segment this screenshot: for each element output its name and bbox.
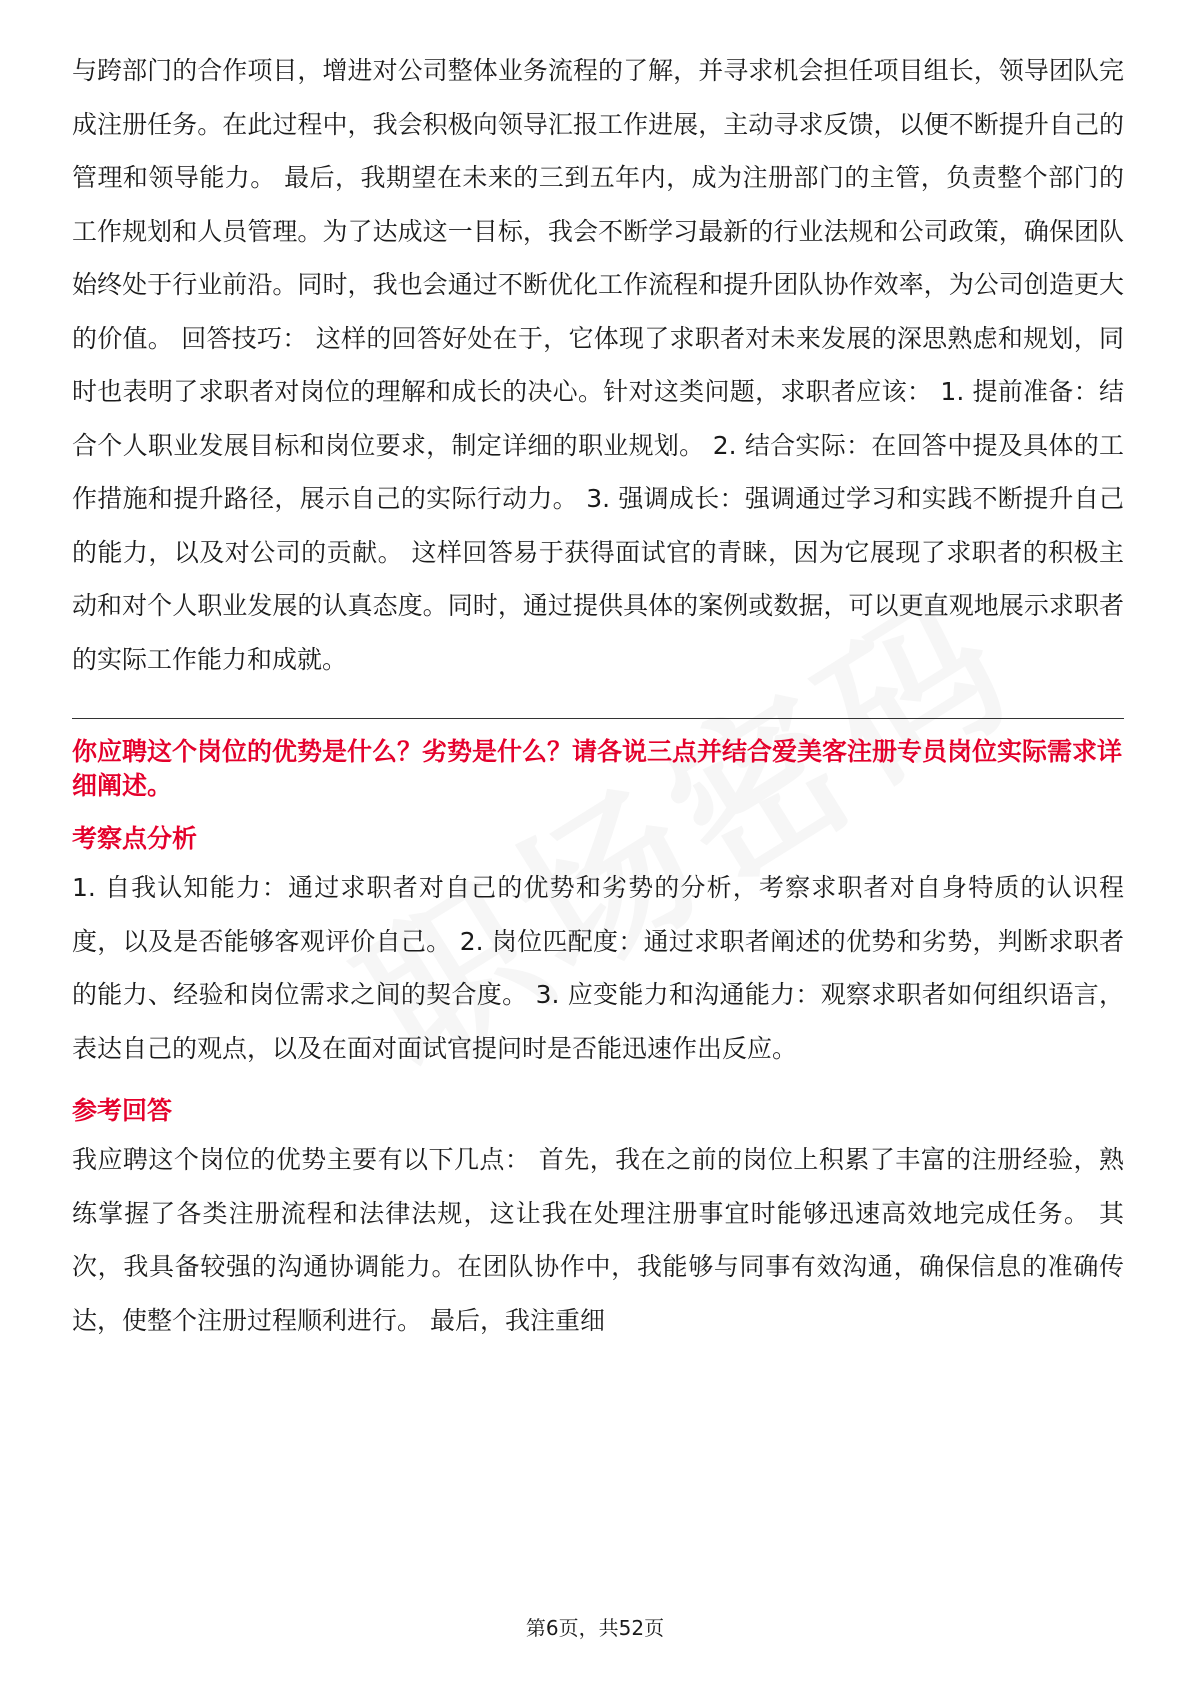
reference-answer-heading: 参考回答 xyxy=(72,1096,173,1125)
page-number: 第6页，共52页 xyxy=(525,1616,665,1640)
continuation-paragraph: 与跨部门的合作项目，增进对公司整体业务流程的了解，并寻求机会担任项目组长，领导团队完成注册任务。在此过程中，我会积极向领导汇报工作进展，主动寻求反馈，以便不断提升自己的管理和领导能力。 最后，我期望在未来的三到五年内，成为注册部门的主管，负责整个部门的工作规划和人员管理。为了达成这一目标，我会不断学习最新的行业法规和公司政策，确保团队始终处于行业前沿。同时，我也会通过不断优化工作流程和提升团队协作效率，为公司创造更大的价值。 回答技巧： 这样的回答好处在于，它体现了求职者对未来发展的深思熟虑和规划，同时也表明了求职者对岗位的理解和成长的决心。针对这类问题，求职者应该： 1. 提前准备：结合个人职业发展目标和岗位要求，制定详细的职业规划。 2. 结合实际：在回答中提及具体的工作措施和提升路径，展示自己的实际行动力。 3. 强调成长：强调通过学习和实践不断提升自己的能力，以及对公司的贡献。 这样回答易于获得面试官的青睐，因为它展现了求职者的积极主动和对个人职业发展的认真态度。同时，通过提供具体的案例或数据，可以更直观地展示求职者的实际工作能力和成就。 xyxy=(72,56,1124,674)
analysis-heading: 考察点分析 xyxy=(72,824,198,853)
section-divider xyxy=(72,718,1124,719)
document-page xyxy=(72,44,1124,1347)
reference-answer-paragraph: 我应聘这个岗位的优势主要有以下几点： 首先，我在之前的岗位上积累了丰富的注册经验，熟练掌握了各类注册流程和法律法规，这让我在处理注册事宜时能够迅速高效地完成任务。 其次，我具备较强的沟通协调能力。在团队协作中，我能够与同事有效沟通，确保信息的准确传达，使整个注册过程顺利进行。 最后，我注重细 xyxy=(72,1145,1124,1335)
analysis-paragraph: 1. 自我认知能力：通过求职者对自己的优势和劣势的分析，考察求职者对自身特质的认识程度，以及是否能够客观评价自己。 2. 岗位匹配度：通过求职者阐述的优势和劣势，判断求职者的能力、经验和岗位需求之间的契合度。 3. 应变能力和沟通能力：观察求职者如何组织语言，表达自己的观点，以及在面对面试官提问时是否能迅速作出反应。 xyxy=(72,873,1124,1063)
interview-question: 你应聘这个岗位的优势是什么？劣势是什么？请各说三点并结合爱美客注册专员岗位实际需求详细阐述。 xyxy=(72,737,1123,800)
